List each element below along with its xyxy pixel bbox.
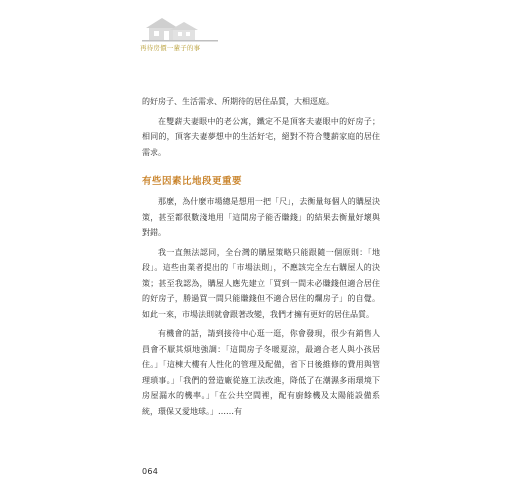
paragraph: 我一直無法認同，全台灣的購屋策略只能跟隨一個原則：「地段」。這些由業者提出的「市場法則」，不應該完全左右購屋人的決策；甚至我認為，購屋人應先建立「買到一間未必賺錢但適合居住的好房子，勝過買一間只能賺錢但不適合居住的爛房子」的自覺。如此一來，市場法則就會跟著改變，我們才擁有更好的居住品質。 [142, 247, 380, 319]
house-icon [140, 14, 220, 44]
section-title: 有些因素比地段更重要 [142, 176, 243, 187]
header-label: 再待房價一輩子的事 [140, 44, 201, 52]
paragraph: 有機會的話，請到接待中心逛一逛，你會發現，很少有銷售人員會不厭其煩地強調：「這間房子冬暖夏涼，最適合老人與小孩居住。」「這棟大樓有人性化的管理及配備，省下日後維修的費用與管理瑣事。」「我們的營造廠從施工法改進，降低了在潮濕多雨環境下房屋漏水的機率。」「在公共空間裡，配有廚餘機及太陽能設備系統，環保又愛地球。」……有 [142, 329, 380, 416]
page-number: 064 [142, 467, 159, 476]
page-body [142, 94, 380, 423]
paragraph: 那麼，為什麼市場總是想用一把「尺」，去衡量每個人的購屋決策，甚至都很數淺地用「這間房子能否賺錢」的結果去衡量好壞與對錯。 [142, 197, 380, 237]
running-header [140, 14, 220, 54]
paragraph: 的好房子、生活需求、所期待的居住品質，大相逕庭。 [142, 97, 334, 106]
paragraph: 在雙薪夫妻眼中的老公寓，鐵定不是頂客夫妻眼中的好房子；相同的，頂客夫妻夢想中的生活好宅，絕對不符合雙薪家庭的居住需求。 [142, 116, 380, 157]
